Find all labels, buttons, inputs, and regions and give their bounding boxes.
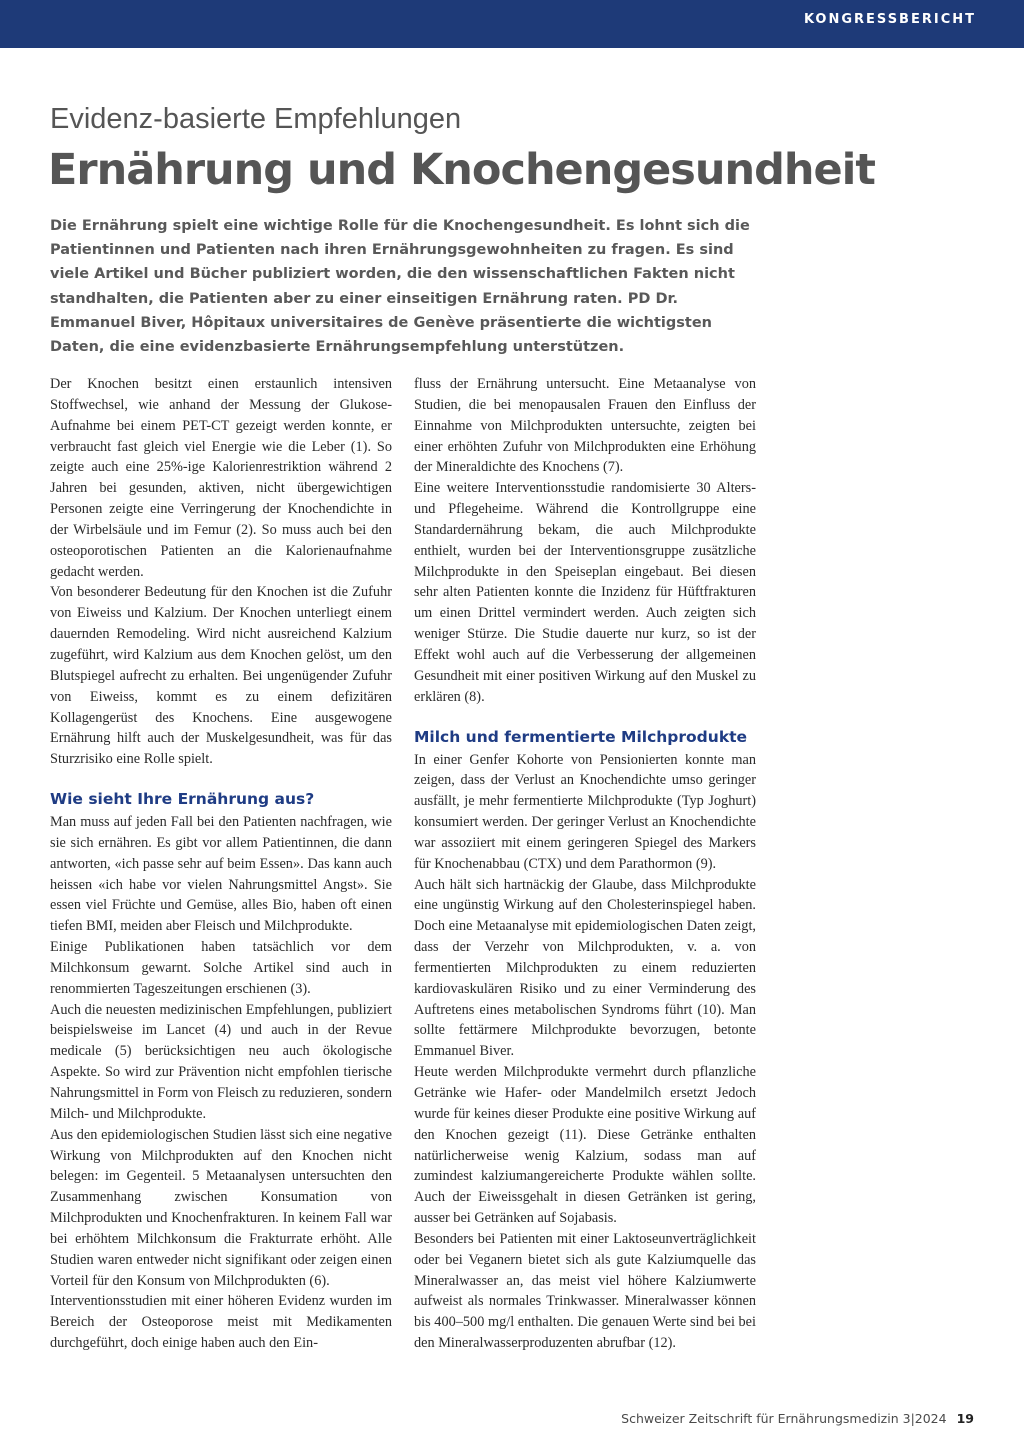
left-column <box>50 374 392 1354</box>
body-paragraph: Heute werden Milchprodukte vermehrt durch pflanzliche Getränke wie Hafer- oder Mandelmilch ersetzt Jedoch wurde für keines dieser Produkte eine positive Wirkung auf den Knochen gezeigt (11). Diese Getränke enthalten natürlicherweise wenig Kalzium, sodass man auf zumindest kalziumangereicherte Produkte wählen sollte. Auch der Eiweissgehalt in diesen Getränken ist gering, ausser bei Getränken auf Sojabasis. <box>414 1064 756 1227</box>
journal-name: Schweizer Zeitschrift für Ernährungsmedizin 3|2024 <box>621 1411 947 1426</box>
section-heading: Milch und fermentierte Milchprodukte <box>414 727 748 746</box>
body-paragraph: Man muss auf jeden Fall bei den Patienten nachfragen, wie sie sich ernähren. Es gibt vor allem Patientinnen, die dann antworten, «ich passe sehr auf beim Essen». Das kann auch heissen «ich habe vor vielen Nahrungsmittel Angst». Sie essen viel Früchte und Gemüse, alles Bio, haben oft einen tiefen BMI, meiden aber Fleisch und Milchprodukte. <box>50 814 392 935</box>
body-paragraph: Einige Publikationen haben tatsächlich vor dem Milchkonsum gewarnt. Solche Artikel sind auch in renommierten Tageszeitungen erschienen (3). <box>50 939 392 997</box>
header-bar <box>0 0 1024 48</box>
body-paragraph: Von besonderer Bedeutung für den Knochen ist die Zufuhr von Eiweiss und Kalzium. Der Knochen unterliegt einem dauernden Remodeling. Wird nicht ausreichend Kalzium zugeführt, wird Kalzium aus dem Knochen gelöst, um den Blutspiegel aufrecht zu erhalten. Bei ungenügender Zufuhr von Eiweiss, kommt es zu einem defizitären Kollagengerüst des Knochens. Eine ausgewogene Ernährung hilft auch der Muskelgesundheit, was für das Sturzrisiko eine Rolle spielt. <box>50 584 392 768</box>
body-paragraph: Auch die neuesten medizinischen Empfehlungen, publiziert beispielsweise im Lancet (4) und auch in der Revue medicale (5) berücksichtigen neu auch ökologische Aspekte. So wird zur Prävention nicht empfohlen tierische Nahrungsmittel in Form von Fleisch zu reduzieren, sondern Milch- und Milchprodukte. <box>50 1001 392 1122</box>
body-paragraph: Besonders bei Patienten mit einer Laktoseunverträglichkeit oder bei Veganern bietet sich als gute Kalziumquelle das Mineralwasser an, das meist viel höhere Kalziumwerte aufweist als normales Trinkwasser. Mineralwasser können bis 400–500 mg/l enthalten. Die genauen Werte sind bei bei den Mineralwasserproduzenten abrufbar (12). <box>414 1230 756 1352</box>
article-title: Ernährung und Knochengesundheit <box>48 145 875 195</box>
page-number: 19 <box>956 1411 974 1426</box>
body-paragraph: Der Knochen besitzt einen erstaunlich intensiven Stoffwechsel, wie anhand der Messung der Glukose-Aufnahme bei einem PET-CT gezeigt werden konnte, er verbraucht fast gleich viel Energie wie die Leber (1). So zeigte auch eine 25%-ige Kalorienrestriktion während 2 Jahren bei gesunden, aktiven, nicht übergewichtigen Personen zeigte eine Verringerung der Knochendichte in der Wirbelsäule und im Femur (2). So muss auch bei den osteoporotischen Patienten an die Kalorienaufnahme gedacht werden. <box>50 376 392 580</box>
section-heading: Wie sieht Ihre Ernährung aus? <box>50 790 315 809</box>
right-column <box>414 374 756 1354</box>
body-paragraph: Interventionsstudien mit einer höheren Evidenz wurden im Bereich der Osteoporose meist mit Medikamenten durchgeführt, doch einige haben auch den Ein- <box>50 1293 392 1352</box>
section-label: KONGRESSBERICHT <box>803 12 976 27</box>
article-lead: Die Ernährung spielt eine wichtige Rolle für die Knochengesundheit. Es lohnt sich die Patientinnen und Patienten nach ihren Ernährungsgewohnheiten zu fragen. Es sind viele Artikel und Bücher publiziert worden, die den wissenschaftlichen Fakten nicht standhalten, die Patienten aber zu einer einseitigen Ernährung raten. PD Dr. Emmanuel Biver, Hôpitaux universitaires de Genève präsentierte die wichtigsten Daten, die eine evidenzbasierte Ernährungsempfehlung unterstützen. <box>50 218 750 356</box>
body-paragraph: Auch hält sich hartnäckig der Glaube, dass Milchprodukte eine ungünstig Wirkung auf den Cholesterinspiegel haben. Doch eine Metaanalyse mit epidemiologischen Daten zeigt, dass der Verzehr von Milchprodukten, v. a. von fermentierten Milchprodukten zu einem reduzierten kardiovaskulären Risiko und zu einer Verminderung des Auftretens eines metabolischen Syndroms führt (10). Man sollte fettärmere Milchprodukte bevorzugen, betonte Emmanuel Biver. <box>414 876 756 1060</box>
body-paragraph: Aus den epidemiologischen Studien lässt sich eine negative Wirkung von Milchprodukten auf den Knochen nicht belegen: im Gegenteil. 5 Metaanalysen untersuchten den Zusammenhang zwischen Konsumation von Milchprodukten und Knochenfrakturen. In keinem Fall war bei erhöhtem Milchkonsum die Frakturrate erhöht. Alle Studien waren entweder nicht signifikant oder zeigen einen Vorteil für den Konsum von Milchprodukten (6). <box>50 1126 392 1289</box>
body-paragraph: Eine weitere Interventionsstudie randomisierte 30 Alters- und Pflegeheime. Während die Kontrollgruppe eine Standardernährung bekam, die auch Milchprodukte enthielt, wurden bei der Interventionsgruppe zusätzliche Milchprodukte in den Speiseplan eingebaut. Bei diesen sehr alten Patienten konnte die Inzidenz für Hüftfrakturen um einen Drittel vermindert werden. Auch zeigten sich weniger Stürze. Die Studie dauerte nur kurz, so ist der Effekt wohl auch auf die Verbesserung der allgemeinen Gesundheit mit einer positiven Wirkung auf den Muskel zu erklären (8). <box>414 480 756 705</box>
article-kicker: Evidenz-basierte Empfehlungen <box>50 103 462 135</box>
page-footer <box>621 1411 974 1426</box>
body-paragraph: fluss der Ernährung untersucht. Eine Metaanalyse von Studien, die bei menopausalen Frauen den Einfluss der Einnahme von Milchprodukten untersuchte, zeigten bei einer erhöhten Zufuhr von Milchprodukten eine Erhöhung der Mineraldichte des Knochens (7). <box>414 376 756 476</box>
body-paragraph: In einer Genfer Kohorte von Pensionierten konnte man zeigen, dass der Verlust an Knochendichte umso geringer ausfällt, je mehr fermentierte Milchprodukte (Typ Joghurt) konsumiert werden. Der geringer Verlust an Knochendichte war assoziiert mit einem geringeren Spiegel des Markers für Knochenabbau (CTX) und dem Parathormon (9). <box>414 751 756 872</box>
